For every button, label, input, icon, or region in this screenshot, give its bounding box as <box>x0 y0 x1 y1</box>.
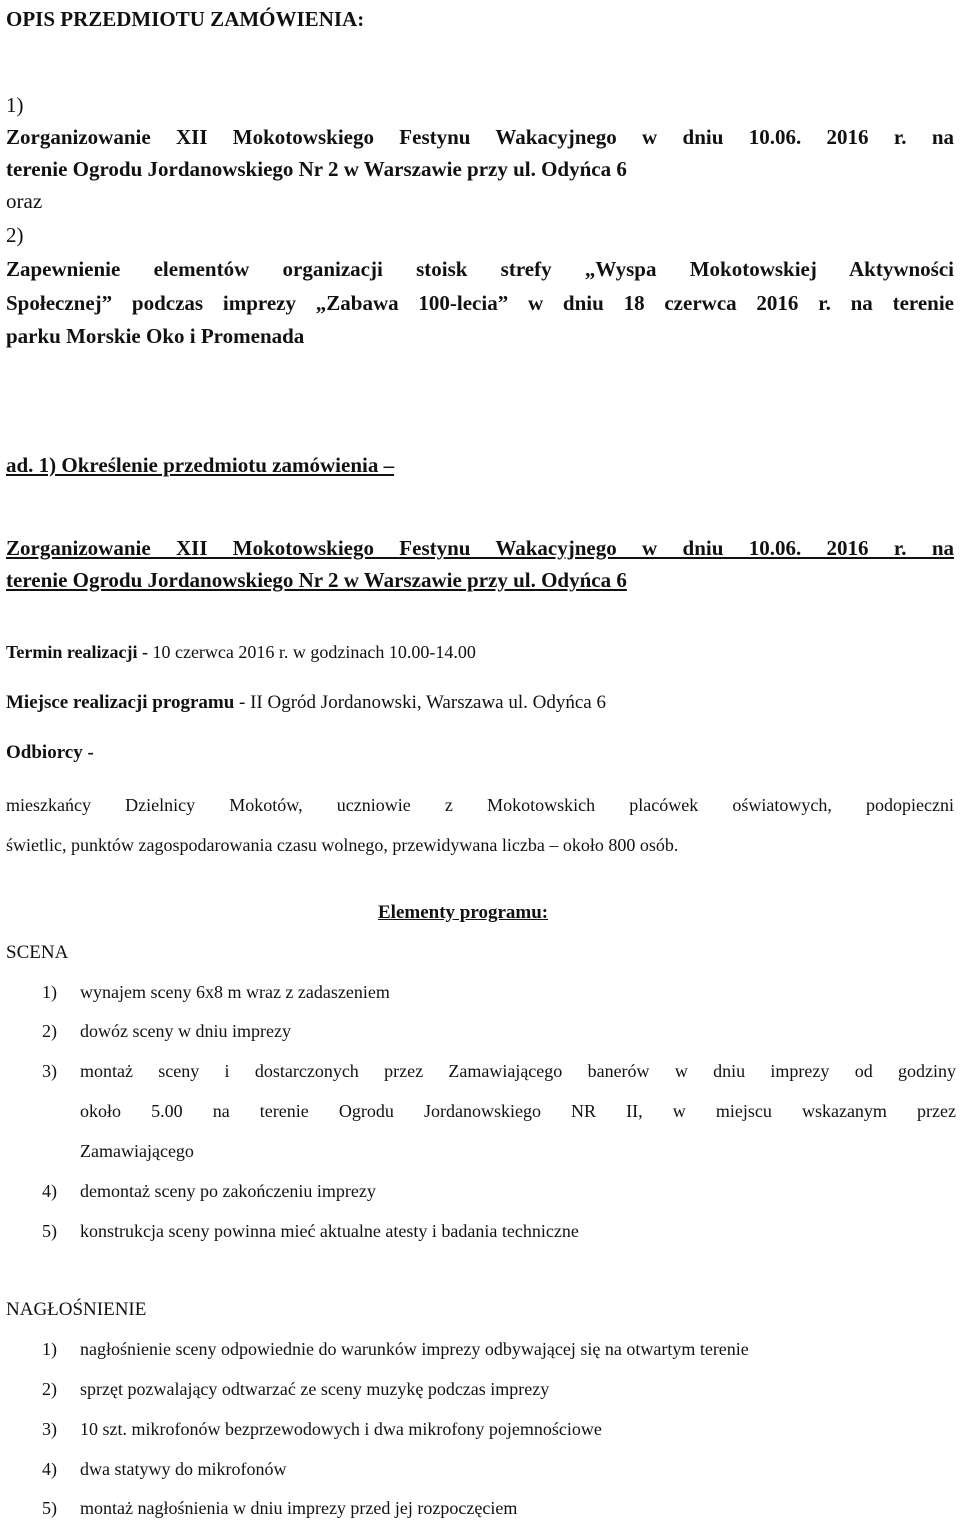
intro-item1-line1: Zorganizowanie XII Mokotowskiego Festynu Wakacyjnego w dniu 10.06. 2016 r. na <box>6 125 954 149</box>
naglosnienie-item4-text: dwa statywy do mikrofonów <box>80 1459 287 1479</box>
naglosnienie-item2-text: sprzęt pozwalający odtwarzać ze sceny muzykę podczas imprezy <box>80 1379 550 1399</box>
odbiorcy-line2: świetlic, punktów zagospodarowania czasu wolnego, przewidywana liczba – około 800 osób. <box>6 835 679 855</box>
naglosnienie-item5-number: 5) <box>42 1498 57 1518</box>
scena-item4-number: 4) <box>42 1181 57 1201</box>
naglosnienie-item4-number: 4) <box>42 1459 57 1479</box>
scena-title: SCENA <box>6 942 69 963</box>
naglosnienie-item1-text: nagłośnienie sceny odpowiednie do warunków imprezy odbywającej się na otwartym terenie <box>80 1339 749 1359</box>
scena-item2-text: dowóz sceny w dniu imprezy <box>80 1021 291 1041</box>
intro-item2-number: 2) <box>6 223 24 247</box>
naglosnienie-item2-number: 2) <box>42 1379 57 1399</box>
scena-item4-text: demontaż sceny po zakończeniu imprezy <box>80 1181 376 1201</box>
termin-label: Termin realizacji - <box>6 642 148 662</box>
miejsce-row <box>6 690 606 716</box>
section-ad1-subject-line2: terenie Ogrodu Jordanowskiego Nr 2 w Warszawie przy ul. Odyńca 6 <box>6 568 627 592</box>
naglosnienie-item3-text: 10 szt. mikrofonów bezprzewodowych i dwa mikrofony pojemnościowe <box>80 1419 602 1439</box>
naglosnienie-item3-number: 3) <box>42 1419 57 1439</box>
scena-item3-number: 3) <box>42 1061 57 1081</box>
scena-item5-number: 5) <box>42 1221 57 1241</box>
scena-item3-line3: Zamawiającego <box>80 1141 194 1161</box>
section-ad1-heading: ad. 1) Określenie przedmiotu zamówienia – <box>6 453 395 477</box>
intro-item1-number: 1) <box>6 93 24 117</box>
scena-item3-line2: około 5.00 na terenie Ogrodu Jordanowskiego NR II, w miejscu wskazanym przez <box>80 1101 956 1121</box>
naglosnienie-title: NAGŁOŚNIENIE <box>6 1299 147 1320</box>
intro-item2-line2: Społecznej” podczas imprezy „Zabawa 100-lecia” w dniu 18 czerwca 2016 r. na terenie <box>6 291 954 315</box>
scena-item1-number: 1) <box>42 982 57 1002</box>
scena-item3-line1: montaż sceny i dostarczonych przez Zamawiającego banerów w dniu imprezy od godziny <box>80 1061 956 1081</box>
intro-conjunction: oraz <box>6 189 43 213</box>
program-heading: Elementy programu: <box>378 902 549 923</box>
miejsce-value: - II Ogród Jordanowski, Warszawa ul. Odyńca 6 <box>239 692 606 713</box>
scena-item5-text: konstrukcja sceny powinna mieć aktualne atesty i badania techniczne <box>80 1221 579 1241</box>
document-title: OPIS PRZEDMIOTU ZAMÓWIENIA: <box>6 7 365 31</box>
odbiorcy-line1: mieszkańcy Dzielnicy Mokotów, uczniowie z Mokotowskich placówek oświatowych, podopieczni <box>6 795 954 815</box>
naglosnienie-item5-text: montaż nagłośnienia w dniu imprezy przed jej rozpoczęciem <box>80 1498 518 1518</box>
scena-item1-text: wynajem sceny 6x8 m wraz z zadaszeniem <box>80 982 390 1002</box>
intro-item2-line3: parku Morskie Oko i Promenada <box>6 324 305 348</box>
intro-item2-line1: Zapewnienie elementów organizacji stoisk strefy „Wyspa Mokotowskiej Aktywności <box>6 257 954 281</box>
naglosnienie-item1-number: 1) <box>42 1339 57 1359</box>
termin-row <box>6 640 476 664</box>
section-ad1-subject-line1: Zorganizowanie XII Mokotowskiego Festynu Wakacyjnego w dniu 10.06. 2016 r. na <box>6 536 954 560</box>
intro-item1-line2: terenie Ogrodu Jordanowskiego Nr 2 w Warszawie przy ul. Odyńca 6 <box>6 157 627 181</box>
odbiorcy-label: Odbiorcy - <box>6 742 94 763</box>
miejsce-label: Miejsce realizacji programu <box>6 692 235 713</box>
scena-item2-number: 2) <box>42 1021 57 1041</box>
termin-value: 10 czerwca 2016 r. w godzinach 10.00-14.00 <box>152 642 476 662</box>
